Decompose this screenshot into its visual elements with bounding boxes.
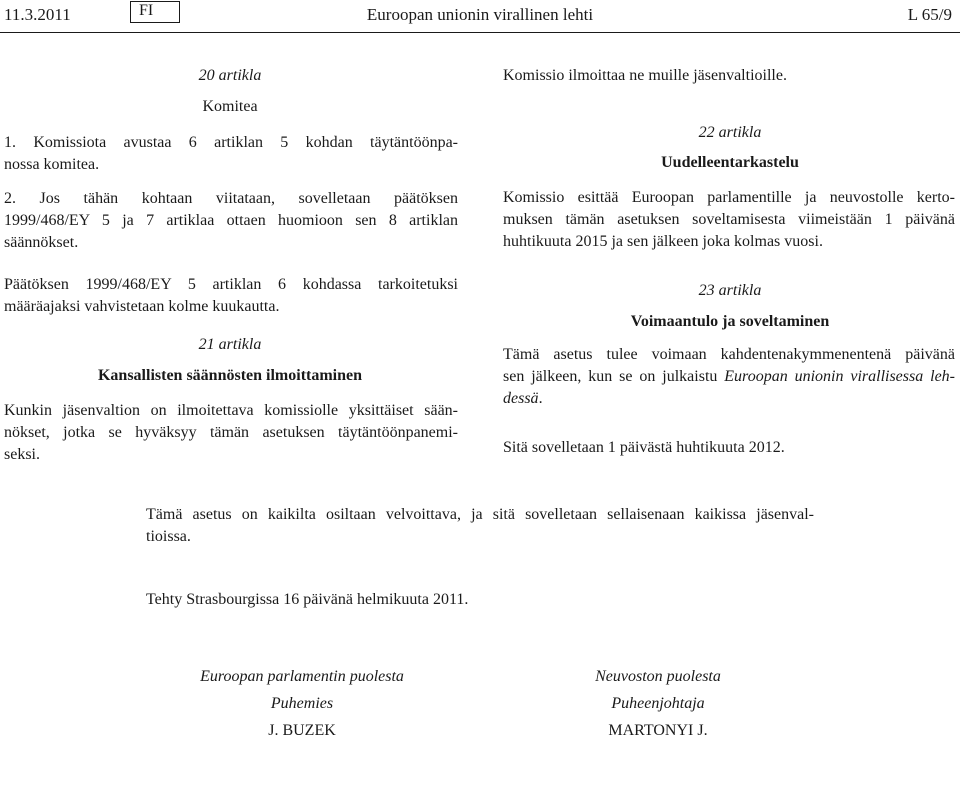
- article-20-paragraph-3: Päätöksen 1999/468/EY 5 artiklan 6 kohdassa tarkoitetuksi määräajaksi vahvistetaan kolme kuukautta.: [4, 276, 458, 315]
- article-21-number: 21 artikla: [198, 336, 262, 353]
- article-23-title: Voimaantulo ja soveltaminen: [630, 313, 830, 330]
- language-code: FI: [139, 2, 154, 19]
- article-22-number: 22 artikla: [698, 124, 762, 141]
- signature-right-for: Neuvoston puolesta: [595, 668, 721, 685]
- article-21-title: Kansallisten säännösten ilmoittaminen: [97, 367, 363, 384]
- journal-title: Euroopan unionin virallinen lehti: [366, 5, 594, 24]
- article-22-paragraph: Komissio esittää Euroopan parlamentille ja neuvostolle kerto- muksen tämän asetuksen soveltamisesta viimeistään 1 päivänä huhtikuuta 2015 ja sen jälkeen joka kolmas vuosi.: [503, 189, 955, 250]
- article-23-paragraph-1: Tämä asetus tulee voimaan kahdentenakymmenentenä päivänä sen jälkeen, kun se on julkaistu Euroopan unionin virallisessa leh- dessä.: [503, 346, 956, 407]
- signature-right-role: Puheenjohtaja: [611, 695, 705, 712]
- article-20-title: Komitea: [202, 98, 258, 115]
- article-21-continuation: Komissio ilmoittaa ne muille jäsenvaltioille.: [503, 67, 787, 84]
- signature-left-name: J. BUZEK: [268, 722, 336, 739]
- signature-left-role: Puhemies: [270, 695, 334, 712]
- article-21-paragraph: Kunkin jäsenvaltion on ilmoitettava komissiolle yksittäiset sään- nökset, jotka se hyväksyy tämän asetuksen täytäntöönpanemi- seksi.: [4, 402, 458, 463]
- article-20-paragraph-2: 2. Jos tähän kohtaan viitataan, sovelletaan päätöksen 1999/468/EY 5 ja 7 artiklaa ottaen huomioon sen 8 artiklan säännökset.: [4, 190, 458, 251]
- article-23-paragraph-2: Sitä sovelletaan 1 päivästä huhtikuuta 2012.: [503, 439, 785, 456]
- article-23-number: 23 artikla: [698, 282, 762, 299]
- publication-date: 11.3.2011: [4, 5, 71, 24]
- header-rule: [0, 32, 960, 33]
- done-at-line: Tehty Strasbourgissa 16 päivänä helmikuuta 2011.: [146, 591, 469, 608]
- article-20-paragraph-1: 1. Komissiota avustaa 6 artiklan 5 kohdan täytäntöönpa- nossa komitea.: [4, 134, 458, 173]
- binding-clause: Tämä asetus on kaikilta osiltaan velvoittava, ja sitä sovelletaan sellaisenaan kaikissa jäsenval- tioissa.: [146, 506, 814, 545]
- article-20-number: 20 artikla: [198, 67, 262, 84]
- signature-left-for: Euroopan parlamentin puolesta: [200, 668, 404, 685]
- page-number: L 65/9: [907, 5, 952, 24]
- article-22-title: Uudelleentarkastelu: [661, 154, 799, 171]
- signature-right-name: MARTONYI J.: [608, 722, 708, 739]
